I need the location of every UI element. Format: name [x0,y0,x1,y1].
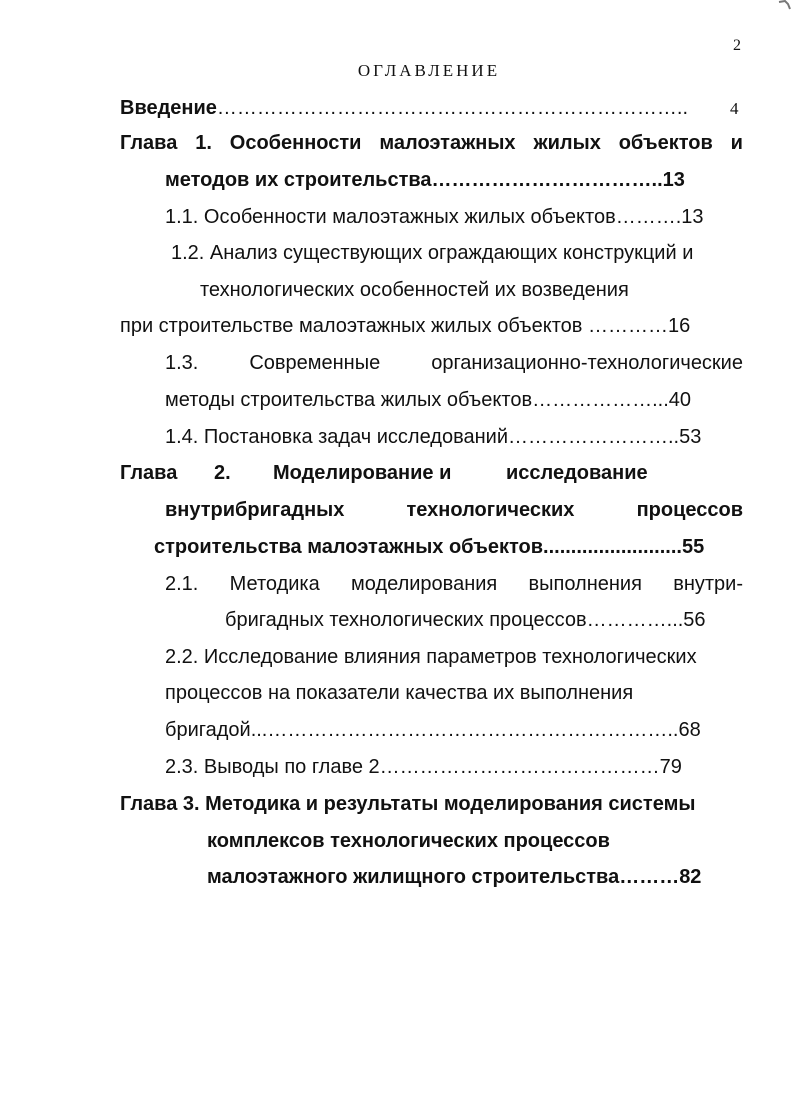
toc-chapter-3-line3[interactable]: малоэтажного жилищного строительства………82 [207,866,702,888]
s2-1-word: выполнения [528,573,642,595]
toc-section-1-4[interactable]: 1.4. Постановка задач исследований……………………..53 [165,426,702,448]
toc-section-1-1[interactable]: 1.1. Особенности малоэтажных жилых объектов……….13 [165,206,704,228]
toc-section-2-2-line1[interactable]: 2.2. Исследование влияния параметров технологических [165,646,697,668]
toc-section-1-2-line2[interactable]: технологических особенностей их возведения [200,279,629,301]
toc-section-2-1-line1[interactable] [165,572,743,596]
s2-1-word: Методика [229,573,320,595]
ch2-word: внутрибригадных [165,499,345,521]
toc-section-2-3[interactable]: 2.3. Выводы по главе 2……………………………………79 [165,756,682,778]
s1-3-word: 1.3. [165,352,199,374]
toc-section-1-3-line1[interactable] [165,351,743,375]
ch1-word: и [730,132,743,154]
ch1-word: жилых [533,132,601,154]
ch2-word: исследование [506,462,648,484]
toc-chapter-3-line2[interactable]: комплексов технологических процессов [207,830,610,852]
scan-corner-mark [778,0,792,10]
toc-chapter-2-line2[interactable] [165,498,743,522]
toc-section-2-2-line2[interactable]: процессов на показатели качества их выполнения [165,682,634,704]
toc-chapter-2-line3[interactable]: строительства малоэтажных объектов.........................55 [154,536,705,558]
toc-chapter-1-line2[interactable]: методов их строительства……………………………..13 [165,169,685,191]
ch2-word: технологических [406,499,575,521]
s1-3-word: организационно-технологические [431,352,743,374]
ch1-word: объектов [618,132,713,154]
toc-section-1-3-line2[interactable]: методы строительства жилых объектов………………...40 [165,389,691,411]
s2-1-word: внутри- [673,573,743,595]
ch1-word: Особенности [229,132,362,154]
toc-intro-leader: …………………………………………………………….. [216,97,689,119]
toc-intro-page: 4 [730,99,739,118]
ch2-word: 2. [214,462,231,484]
ch1-word: малоэтажных [379,132,516,154]
ch2-word: Моделирование и [273,462,452,484]
s2-1-word: моделирования [351,573,498,595]
s1-3-word: Современные [249,352,381,374]
toc-intro-label: Введение [120,97,217,119]
ch1-word: 1. [195,132,212,154]
toc-chapter-3-line1[interactable]: Глава 3. Методика и результаты моделирования системы [120,793,696,815]
toc-entry-intro[interactable] [120,96,743,120]
toc-section-1-2-line3[interactable]: при строительстве малоэтажных жилых объектов …………16 [120,315,691,337]
toc-section-2-2-line3[interactable]: бригадой...……………………………………………………..68 [165,719,701,741]
s2-1-word: 2.1. [165,573,199,595]
toc-section-1-2-line1[interactable]: 1.2. Анализ существующих ограждающих конструкций и [171,242,694,264]
ch2-word: процессов [636,499,743,521]
ch1-word: Глава [120,132,178,154]
toc-heading: ОГЛАВЛЕНИЕ [357,61,501,80]
ch2-word: Глава [120,462,178,484]
toc-chapter-1-line1[interactable] [120,131,743,155]
page-number: 2 [733,37,741,54]
toc-section-2-1-line2[interactable]: бригадных технологических процессов…………...56 [225,609,706,631]
